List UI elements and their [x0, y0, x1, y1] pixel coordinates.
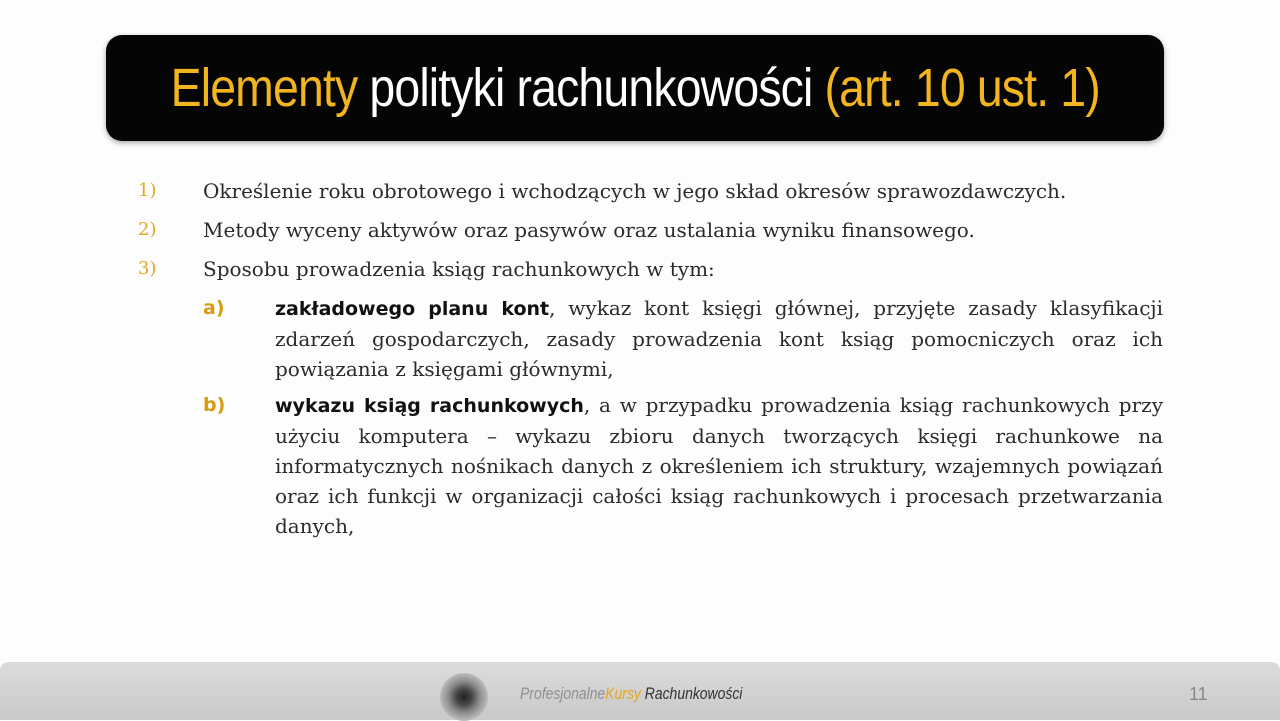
list-item	[130, 176, 1163, 206]
page-number: 11	[1189, 684, 1208, 704]
footer-bar	[0, 662, 1280, 720]
title-reference: (art. 10 ust. 1)	[824, 58, 1100, 118]
sub-item-bold: wykazu ksiąg rachunkowych	[275, 395, 584, 417]
title-main: polityki rachunkowości	[357, 58, 825, 118]
item-number: 3)	[138, 258, 157, 279]
list-item	[130, 215, 1163, 245]
sub-item-text: , wykaz kont księgi głównej, przyjęte zasady klasyfikacji zdarzeń gospodarczych, zasady prowadzenia kont ksiąg pomocniczych oraz ich powiązania z księgami głównymi,	[275, 296, 1164, 381]
item-text: Sposobu prowadzenia ksiąg rachunkowych w tym:	[203, 257, 715, 281]
sub-item-bold: zakładowego planu kont	[275, 298, 550, 320]
brand-name	[520, 684, 742, 704]
brand-part: Rachunkowości	[640, 684, 743, 703]
title-highlight: Elementy	[170, 58, 358, 118]
sub-item	[130, 390, 1163, 541]
item-number: 2)	[138, 219, 157, 240]
sub-item-letter: a)	[203, 297, 225, 319]
logo-icon	[440, 673, 488, 721]
item-number: 1)	[138, 180, 157, 201]
brand-part: Kursy	[605, 684, 641, 703]
content	[130, 176, 1163, 547]
item-text: Określenie roku obrotowego i wchodzących w jego skład okresów sprawozdawczych.	[203, 179, 1067, 203]
sub-item-text: , a w przypadku prowadzenia ksiąg rachunkowych przy użyciu komputera – wykazu zbioru danych tworzących księgi rachunkowe na informatycznych nośnikach danych z określeniem ich struktury, wzajemnych powiązań oraz ich funkcji w organizacji całości ksiąg rachunkowych i procesach przetwarzania danych,	[275, 393, 1164, 538]
slide-title	[170, 57, 1099, 119]
sub-item-letter: b)	[203, 394, 226, 416]
brand-part: Profesjonalne	[520, 684, 606, 703]
list-item	[130, 254, 1163, 284]
sub-item	[130, 293, 1163, 384]
item-text: Metody wyceny aktywów oraz pasywów oraz ustalania wyniku finansowego.	[203, 218, 975, 242]
title-bar	[106, 35, 1164, 141]
